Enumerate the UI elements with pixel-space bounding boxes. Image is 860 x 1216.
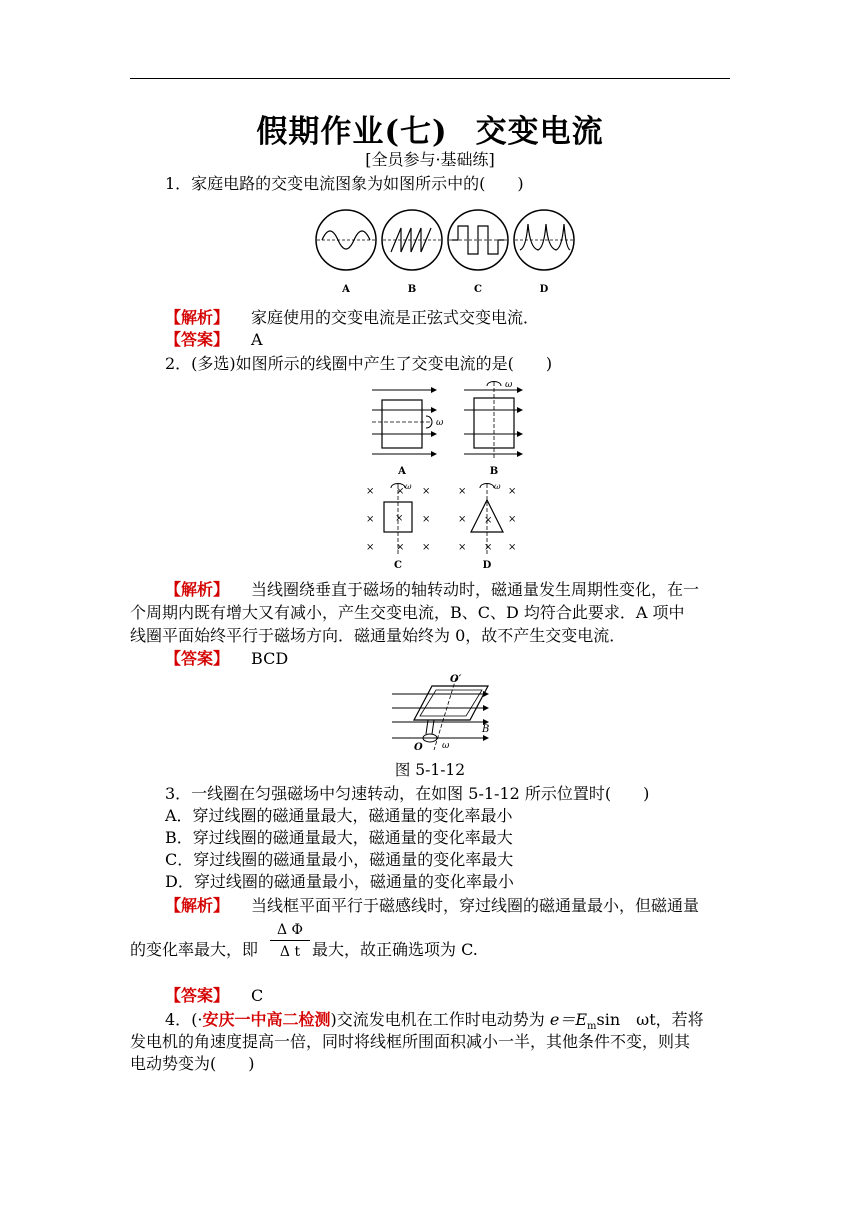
header-rule [130,78,730,79]
q3-option-a: A．穿过线圈的磁通量最大，磁通量的变化率最小 [165,806,513,825]
q3-option-b: B．穿过线圈的磁通量最大，磁通量的变化率最大 [165,828,513,847]
q2-answer-tag: 【答案】 [165,649,230,668]
q2-figure-c [366,482,430,556]
q2-answer-text: BCD [251,649,289,668]
q3-option-d: D．穿过线圈的磁通量最小，磁通量的变化率最小 [165,872,514,891]
q1-answer [165,330,263,350]
svg-text:×: × [422,514,431,525]
q2-analysis-line3: 线圈平面始终平行于磁场方向．磁通量始终为 0，故不产生交变电流． [130,626,626,645]
q3-stem: 3．一线圈在匀强磁场中匀速转动，在如图 5-1-12 所示位置时( ) [165,784,650,803]
q3-analysis-text1: 当线框平面平行于磁感线时，穿过线圈的磁通量最小，但磁通量 [251,896,700,915]
svg-text:×: × [366,542,375,553]
q2-answer [165,649,288,669]
q2-omega-b: ω [505,380,513,390]
q2-omega-a: ω [436,418,444,428]
q3-analysis-line1 [165,896,699,916]
q3-analysis-tag: 【解析】 [165,896,230,915]
q4-formula: e＝E [549,1010,588,1029]
q4-stem-part2: ，若将 [655,1010,704,1029]
q1-label-d: D [539,284,549,295]
q1-stem: 1．家庭电路的交变电流图象为如图所示中的( ) [165,174,524,193]
section-subtitle: [全员参与·基础练] [365,150,495,169]
svg-text:×: × [366,486,375,497]
q3-fraction-numerator: Δ Φ [270,922,310,941]
q2-analysis-line2: 个周期内既有增大又有减小，产生交变电流，B、C、D 均符合此要求．A 项中 [130,603,685,622]
q2-figure [360,378,530,572]
q3-answer-tag: 【答案】 [165,986,230,1005]
q4-number: 4． [165,1010,192,1029]
q1-label-a: A [342,284,350,295]
q2-omega-d: ω [494,482,501,491]
svg-text:×: × [508,514,517,525]
svg-text:×: × [396,486,405,497]
q2-omega-c: ω [405,482,412,491]
q1-figure-b [382,210,442,270]
title-part1: 假期作业(七) [256,114,448,150]
q2-analysis-line1 [165,580,699,600]
q3-analysis-line2-pre: 的变化率最大，即 [130,940,259,959]
q4-stem-line2: 发电机的角速度提高一倍，同时将线框所围面积减小一半，其他条件不变，则其 [130,1032,691,1051]
svg-text:×: × [458,514,467,525]
q1-figure-d [514,210,574,270]
q1-figure-a [316,210,376,270]
q2-label-a: A [398,466,406,477]
svg-text:×: × [484,542,493,553]
q4-formula-sub: m [587,1021,597,1033]
q3-fraction-denominator: Δ t [279,944,301,960]
svg-text:×: × [508,542,517,553]
q1-label-b: B [407,284,417,295]
q3-label-omega: ω [442,741,450,751]
svg-text:×: × [422,486,431,497]
q2-analysis-tag: 【解析】 [165,580,230,599]
q2-analysis-text1: 当线圈绕垂直于磁场的轴转动时，磁通量发生周期性变化，在一 [251,580,700,599]
q2-figure-d [458,482,516,556]
q4-stem-line3: 电动势变为( ) [130,1054,255,1073]
q1-answer-tag: 【答案】 [165,330,230,349]
q3-figure [388,672,498,758]
q1-label-c: C [474,284,482,295]
svg-text:×: × [366,514,375,525]
q3-fraction [270,922,310,960]
q4-paren-open: (· [191,1010,203,1029]
q3-figure-caption: 图 5-1-12 [394,761,466,779]
q4-stem-part1: )交流发电机在工作时电动势为 [330,1010,550,1029]
q1-analysis-text: 家庭使用的交变电流是正弦式交变电流． [251,308,540,327]
q1-figure [312,208,576,296]
q1-analysis-tag: 【解析】 [165,308,230,327]
q2-label-c: C [394,560,402,571]
q1-figure-c [448,210,508,270]
svg-text:×: × [458,486,467,497]
svg-text:×: × [395,513,404,524]
q1-analysis [165,308,539,328]
q4-formula-rest: sin ωt [596,1010,656,1029]
q2-label-d: D [482,560,492,571]
q2-label-b: B [489,466,499,477]
q3-analysis-line2-post: 最大，故正确选项为 C. [312,940,478,959]
svg-text:×: × [508,486,517,497]
q3-label-o-top: O′ [450,674,462,685]
title-part2: 交变电流 [475,114,604,150]
svg-text:×: × [422,542,431,553]
q4-source: 安庆一中高二检测 [202,1010,331,1029]
q2-figure-b [464,380,522,458]
q3-answer-text: C [251,986,264,1005]
q3-label-b: B [482,724,490,735]
q2-stem: 2．(多选)如图所示的线圈中产生了交变电流的是( ) [165,354,553,373]
svg-text:×: × [396,542,405,553]
svg-text:×: × [484,515,493,526]
page-title [0,106,860,151]
svg-text:×: × [458,542,467,553]
q1-answer-text: A [251,330,263,349]
q2-figure-a [372,390,444,454]
q3-answer [165,986,263,1006]
q3-option-c: C．穿过线圈的磁通量最小，磁通量的变化率最大 [165,850,514,869]
q3-label-o-bottom: O [414,742,423,753]
